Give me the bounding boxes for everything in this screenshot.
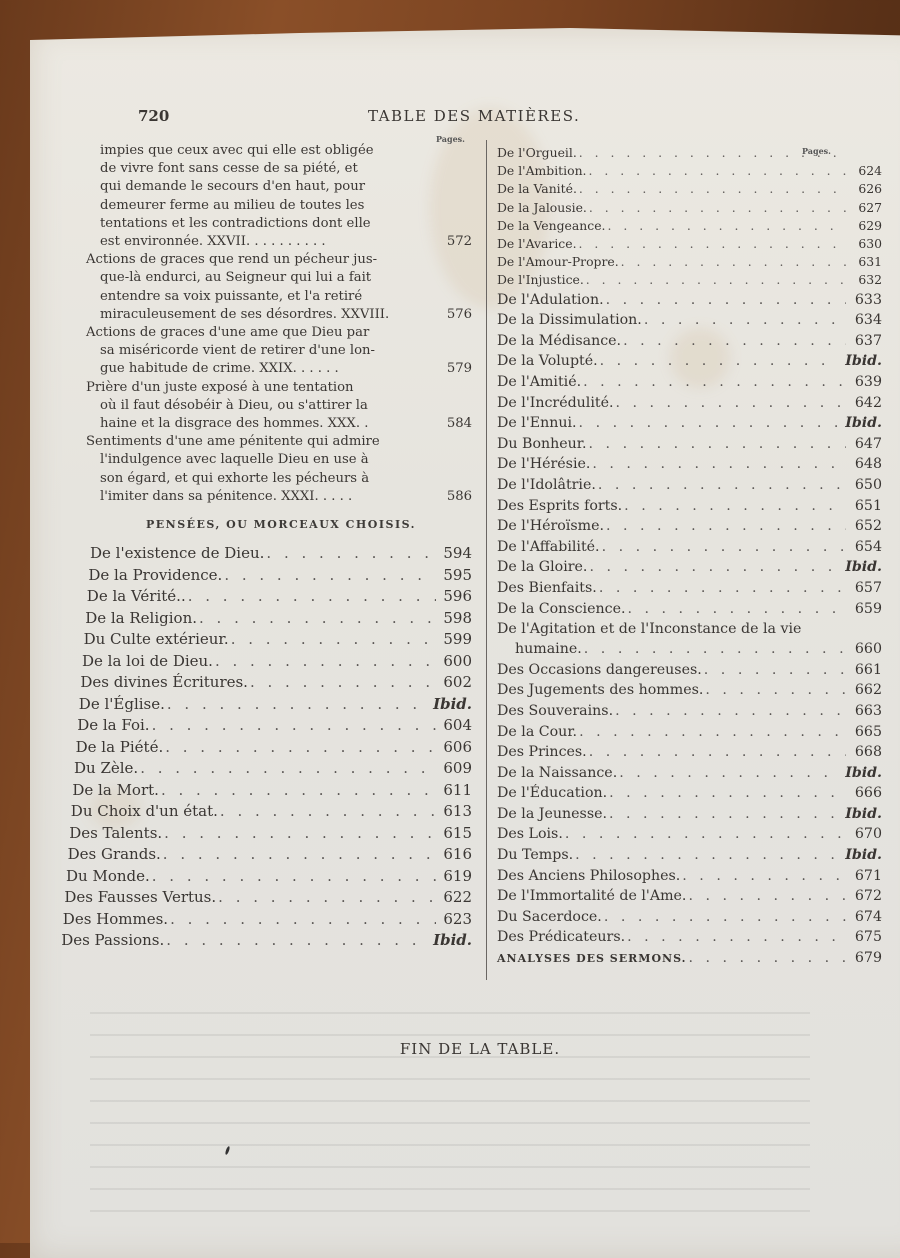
toc-entry-label: De la Médisance.	[497, 332, 622, 349]
page-reference: 611	[443, 780, 472, 799]
page-reference: 670	[854, 826, 882, 843]
toc-entry[interactable]	[63, 909, 472, 931]
dot-leader	[161, 780, 436, 802]
page-reference: 666	[854, 785, 882, 802]
prayer-list	[60, 142, 472, 506]
toc-entry-label: Des Anciens Philosophes.	[497, 867, 681, 884]
toc-entry-label: De l'Avarice.	[497, 236, 577, 252]
toc-entry-label: De la Vengeance.	[497, 217, 606, 233]
toc-entry-label: De la Vérité..	[86, 587, 186, 606]
page-reference: 679	[854, 950, 882, 967]
toc-entry-label: De l'Injustice.	[497, 272, 584, 288]
running-title: TABLE DES MATIÈRES.	[368, 107, 581, 125]
right-column	[497, 144, 882, 970]
toc-entry[interactable]	[497, 701, 882, 722]
dot-leader	[586, 271, 846, 289]
toc-entry[interactable]	[497, 845, 882, 866]
toc-entry-label: Du Bonheur.	[497, 435, 587, 452]
dot-leader	[266, 543, 436, 565]
toc-entry-label: ANALYSES DES SERMONS.	[497, 952, 687, 966]
toc-entry[interactable]	[79, 694, 472, 716]
toc-entry-label: De l'existence de Dieu.	[90, 544, 265, 563]
dot-leader	[602, 537, 846, 558]
toc-entry-label: De l'Hérésie.	[497, 456, 591, 473]
dot-leader	[579, 413, 840, 434]
toc-entry-label: De la Jalousie.	[497, 199, 587, 215]
page-reference: 623	[443, 909, 472, 928]
prayer-text-line: de vivre font sans cesse de sa piété, et	[100, 161, 358, 177]
dot-leader	[589, 199, 846, 217]
dot-leader	[616, 393, 847, 414]
dot-leader	[607, 217, 846, 235]
toc-entry[interactable]	[69, 823, 472, 845]
dot-leader	[627, 927, 846, 948]
page-reference: 622	[443, 888, 472, 907]
toc-entry-label: De la Providence.	[88, 565, 223, 584]
page-reference: 576	[446, 306, 472, 322]
page-reference: 602	[443, 673, 472, 692]
dot-leader	[606, 516, 846, 537]
dot-leader	[165, 737, 436, 759]
dot-leader	[623, 331, 846, 352]
toc-entry[interactable]	[497, 537, 882, 558]
toc-entry[interactable]	[85, 608, 472, 630]
page-reference: 609	[443, 759, 472, 778]
page-reference: 662	[854, 682, 882, 699]
toc-entry[interactable]	[497, 804, 882, 825]
toc-entry[interactable]	[497, 742, 882, 763]
page-reference: 596	[443, 587, 472, 606]
toc-entry-label: De l'Amour-Propre.	[497, 254, 619, 270]
dot-leader	[199, 608, 436, 630]
page-reference: 651	[854, 497, 882, 514]
toc-entry-label: humaine.	[515, 641, 582, 658]
toc-entry[interactable]	[82, 651, 472, 673]
toc-entry-label: Des Grands.	[67, 845, 161, 864]
show-through-text	[90, 1000, 810, 1230]
toc-entry-label: Du Choix d'un état.	[70, 802, 218, 821]
toc-entry-label: De l'Immortalité de l'Ame.	[497, 888, 687, 905]
dot-leader	[170, 909, 436, 931]
dot-leader	[565, 824, 846, 845]
page-reference: 671	[854, 867, 882, 884]
prayer-text-line: que-là endurci, au Seigneur qui lui a fait	[100, 270, 372, 286]
toc-entry[interactable]	[64, 887, 472, 909]
dot-leader	[615, 701, 846, 722]
toc-entry-label: De la Religion.	[85, 608, 197, 627]
dot-leader	[188, 586, 436, 608]
toc-entry[interactable]	[497, 413, 882, 434]
toc-entry[interactable]	[497, 578, 882, 599]
toc-entry[interactable]	[497, 763, 882, 784]
toc-entry-label: Des divines Écritures.	[80, 673, 248, 692]
dot-leader	[164, 823, 436, 845]
prayer-entry[interactable]	[60, 142, 472, 251]
dot-leader	[627, 599, 846, 620]
page-reference: 634	[854, 312, 882, 329]
page-reference: 615	[443, 823, 472, 842]
toc-entry-label: De l'Idolâtrie.	[497, 476, 596, 493]
page-reference: 675	[854, 929, 882, 946]
prayer-text-line: sa miséricorde vient de retirer d'une lon-	[100, 343, 375, 359]
dot-leader	[579, 144, 846, 162]
toc-entry-label: Des Souverains.	[497, 702, 614, 719]
toc-entry-label: De l'Orgueil.	[497, 145, 577, 160]
toc-entry[interactable]	[76, 737, 472, 759]
toc-entry[interactable]	[497, 948, 882, 970]
toc-entry-label: De la Conscience.	[497, 600, 626, 617]
page-reference: 652	[854, 518, 882, 535]
toc-entry-label: De l'Affabilité.	[497, 538, 600, 555]
page-reference: 659	[854, 600, 882, 617]
page-reference: 668	[854, 744, 882, 761]
dot-leader	[218, 887, 436, 909]
page-reference: 660	[854, 641, 882, 658]
toc-entry[interactable]	[77, 715, 472, 737]
dot-leader	[220, 801, 436, 823]
dot-leader	[584, 639, 846, 660]
page-reference: Ibid.	[845, 353, 882, 370]
page-reference: 661	[854, 661, 882, 678]
page-reference: Ibid.	[845, 805, 882, 822]
toc-entry-label: De la Naissance.	[497, 764, 618, 781]
toc-entry-label: Des Occasions dangereuses.	[497, 661, 702, 678]
toc-entry[interactable]	[497, 680, 882, 701]
prayer-text-line: impies que ceux avec qui elle est obligée	[100, 143, 374, 158]
dot-leader	[704, 660, 846, 681]
dot-leader	[589, 557, 839, 578]
toc-entry[interactable]	[497, 886, 882, 907]
toc-entry[interactable]	[497, 253, 882, 271]
page-reference: Ibid.	[845, 559, 882, 576]
dot-leader	[705, 680, 846, 701]
dot-leader	[609, 783, 846, 804]
dot-leader	[224, 565, 436, 587]
dot-leader	[589, 742, 846, 763]
page-reference: 654	[854, 538, 882, 555]
toc-entry[interactable]	[90, 543, 472, 565]
dot-leader	[592, 454, 846, 475]
toc-entry[interactable]	[497, 235, 882, 253]
toc-entry[interactable]	[497, 271, 882, 289]
prayer-text-line: Actions de graces que rend un pécheur jus-	[86, 252, 378, 268]
dot-leader	[644, 310, 846, 331]
page-reference: 633	[854, 291, 882, 308]
toc-entry-label: Du Temps.	[497, 847, 574, 864]
page-reference: 594	[443, 544, 472, 563]
toc-entry[interactable]	[497, 393, 882, 414]
page-reference: 637	[854, 332, 882, 349]
page-reference: Ibid.	[845, 847, 882, 864]
toc-entry-label: De l'Amitié.	[497, 374, 582, 390]
toc-entry[interactable]	[71, 801, 472, 823]
toc-entry[interactable]	[497, 331, 882, 352]
toc-entry-list	[497, 290, 882, 970]
toc-entry[interactable]	[497, 783, 882, 804]
prayer-entry[interactable]	[60, 379, 472, 434]
page-reference: 650	[854, 476, 882, 493]
dot-leader	[589, 162, 847, 180]
toc-entry[interactable]	[497, 722, 882, 743]
toc-entry[interactable]	[72, 780, 472, 802]
prayer-text-line: l'indulgence avec laquelle Dieu en use à	[100, 452, 369, 468]
prayer-text-line: Sentiments d'une ame pénitente qui admire	[86, 434, 380, 450]
page-reference: 586	[446, 488, 472, 504]
toc-entry-label: Des Hommes.	[62, 909, 169, 928]
page-reference: 624	[858, 163, 882, 179]
column-divider	[486, 140, 487, 980]
dot-leader	[231, 629, 436, 651]
page-reference: Ibid.	[433, 931, 472, 950]
page-reference: Ibid.	[845, 764, 882, 781]
dot-leader	[604, 907, 846, 928]
page-reference: 599	[443, 630, 472, 649]
dot-leader	[163, 844, 436, 866]
toc-entry-label: Des Fausses Vertus.	[64, 888, 217, 907]
page-reference: 647	[854, 435, 882, 452]
dot-leader	[250, 672, 436, 694]
toc-entry[interactable]	[497, 866, 882, 887]
prayer-entry[interactable]	[60, 324, 472, 379]
toc-entry-label: De l'Éducation.	[497, 785, 608, 802]
toc-entry[interactable]	[74, 758, 472, 780]
toc-entry-label: Du Sacerdoce.	[497, 908, 602, 925]
toc-entry[interactable]	[497, 516, 882, 537]
toc-entry[interactable]	[497, 660, 882, 681]
toc-entry-label: Des Prédicateurs.	[497, 929, 626, 946]
page-reference: 665	[854, 723, 882, 740]
toc-entry-first-line: De l'Agitation et de l'Inconstance de la vie	[497, 621, 802, 638]
page-reference: 595	[443, 565, 472, 584]
toc-entry-label: Du Culte extérieur.	[83, 630, 229, 649]
toc-entry-label: Du Zèle.	[74, 759, 139, 778]
toc-entry[interactable]	[497, 372, 882, 393]
dot-leader	[215, 651, 436, 673]
dot-leader	[599, 578, 846, 599]
toc-entry-label: De la Jeunesse.	[497, 805, 608, 822]
toc-entry-label: Des Talents.	[69, 823, 163, 842]
toc-entry-label: Des Esprits forts.	[497, 497, 623, 514]
prayer-entry[interactable]	[60, 251, 472, 324]
dot-leader	[619, 763, 839, 784]
toc-entry-label: Du Monde.	[66, 866, 150, 885]
prayer-text-line: tentations et les contradictions dont elle	[100, 215, 371, 231]
prayer-text-line: demeurer ferme au milieu de toutes les	[100, 197, 365, 213]
page-reference: 642	[854, 394, 882, 411]
toc-entry[interactable]	[497, 434, 882, 455]
page-reference: 598	[443, 608, 472, 627]
section-heading: PENSÉES, OU MORCEAUX CHOISIS.	[145, 518, 416, 532]
toc-entry-label: Des Princes.	[497, 744, 587, 761]
toc-entry[interactable]	[497, 217, 882, 235]
dot-leader	[688, 948, 846, 969]
toc-entry[interactable]	[497, 351, 882, 372]
dot-leader	[688, 886, 846, 907]
toc-entry[interactable]	[497, 454, 882, 475]
page-reference: 663	[854, 702, 882, 719]
page-reference: 579	[446, 361, 472, 377]
prayer-text-line: l'imiter dans sa pénitence. XXXI. . . . .	[100, 488, 353, 504]
prayer-text-line: est environnée. XXVII. . . . . . . . . .	[100, 234, 326, 250]
dot-leader	[609, 804, 839, 825]
page-number: 720	[138, 107, 170, 125]
prayer-text-line: miraculeusement de ses désordres. XXVIII.	[100, 306, 390, 322]
prayer-text-line: entendre sa voix puissante, et l'a retiré	[100, 288, 363, 304]
toc-entry-label: De la Mort.	[72, 780, 159, 799]
toc-entry-label: De l'Adulation.	[497, 291, 604, 308]
toc-entry[interactable]	[497, 310, 882, 331]
toc-entry[interactable]	[497, 144, 882, 162]
toc-entry-label: Des Lois.	[497, 826, 563, 843]
dot-leader	[167, 694, 427, 716]
toc-entry[interactable]	[497, 290, 882, 311]
page-reference: 648	[854, 456, 882, 473]
prayer-text-line: qui demande le secours d'en haut, pour	[100, 179, 366, 195]
toc-entry[interactable]	[497, 199, 882, 217]
toc-entry-list-small	[497, 144, 882, 290]
toc-entry-label: Des Passions.	[61, 931, 165, 950]
toc-entry[interactable]	[61, 930, 472, 952]
page-reference: 674	[854, 908, 882, 925]
page-reference: 619	[443, 866, 472, 885]
page-reference: 639	[854, 374, 882, 390]
toc-entry-label: De l'Ennui.	[497, 415, 577, 432]
toc-entry[interactable]	[497, 475, 882, 496]
toc-entry-label: De l'Incrédulité.	[497, 394, 614, 411]
dot-leader	[152, 715, 436, 737]
page-reference: 657	[854, 579, 882, 596]
prayer-text-line: haine et la disgrace des hommes. XXX. .	[100, 416, 369, 432]
toc-entry[interactable]	[66, 866, 472, 888]
dot-leader	[140, 758, 436, 780]
dot-leader	[583, 372, 846, 393]
dot-leader	[579, 180, 846, 198]
dot-leader	[606, 290, 846, 311]
dot-leader	[575, 845, 839, 866]
prayer-text-line: son égard, et qui exhorte les pécheurs à	[100, 470, 370, 486]
toc-entry[interactable]	[497, 180, 882, 198]
page-reference: 631	[858, 254, 882, 270]
page-reference: Ibid.	[433, 694, 472, 713]
toc-entry[interactable]	[497, 639, 882, 660]
prayer-text-line: Prière d'un juste exposé à une tentation	[86, 379, 354, 395]
dot-leader	[621, 253, 846, 271]
page-reference: 584	[446, 416, 472, 432]
prayer-text-line: gue habitude de crime. XXIX. . . . . .	[100, 361, 339, 377]
page-reference: 616	[443, 845, 472, 864]
dot-leader	[579, 235, 846, 253]
toc-entry-label: De la loi de Dieu.	[82, 651, 213, 670]
page-reference: 572	[446, 234, 472, 250]
toc-entry[interactable]	[68, 844, 472, 866]
dot-leader	[579, 722, 846, 743]
toc-entry-label: De la Vanité.	[497, 181, 577, 197]
toc-entry-label: De la Piété.	[75, 737, 164, 756]
page-reference: 613	[443, 802, 472, 821]
end-of-table: FIN DE LA TABLE.	[399, 1040, 561, 1058]
toc-entry-label: De la Foi.	[77, 716, 150, 735]
page-reference: 627	[858, 199, 882, 215]
toc-entry-label: Des Bienfaits.	[497, 579, 597, 596]
pages-column-label-right: Pages.	[802, 146, 831, 156]
toc-entry[interactable]	[87, 586, 472, 608]
toc-entry[interactable]	[84, 629, 472, 651]
toc-entry-label: De la Dissimulation.	[497, 312, 642, 329]
page-reference: 629	[858, 217, 882, 233]
toc-entry[interactable]	[88, 565, 472, 587]
page-reference: 672	[854, 888, 882, 905]
page-reference: 600	[443, 651, 472, 670]
toc-entry-label: De l'Ambition.	[497, 163, 587, 179]
toc-entry-label: De la Gloire.	[497, 559, 588, 576]
dot-leader	[624, 496, 846, 517]
prayer-text-line: où il faut désobéir à Dieu, ou s'attirer la	[100, 397, 368, 413]
left-column	[60, 142, 472, 952]
toc-entry[interactable]	[497, 496, 882, 517]
pages-column-label-left: Pages.	[436, 134, 465, 144]
page-reference: 632	[858, 272, 882, 288]
toc-entry-label: De l'Église.	[78, 694, 165, 713]
toc-entry[interactable]	[497, 927, 882, 948]
toc-entry-list	[60, 543, 472, 952]
prayer-entry[interactable]	[60, 433, 472, 506]
toc-entry[interactable]	[497, 557, 882, 578]
toc-entry-label: Des Jugements des hommes.	[497, 682, 704, 699]
prayer-text-line: Actions de graces d'une ame que Dieu par	[86, 325, 370, 341]
dot-leader	[600, 351, 840, 372]
toc-entry-label: De la Volupté.	[497, 353, 598, 370]
toc-entry-label: De l'Héroïsme.	[497, 518, 604, 535]
dot-leader	[589, 434, 846, 455]
toc-entry[interactable]	[497, 162, 882, 180]
page-reference: 630	[858, 236, 882, 252]
dot-leader	[166, 930, 427, 952]
dot-leader	[152, 866, 436, 888]
page-reference: 626	[858, 181, 882, 197]
page-header	[0, 107, 900, 131]
page-reference: 606	[443, 737, 472, 756]
toc-entry[interactable]	[497, 599, 882, 620]
page-reference: Ibid.	[845, 415, 882, 432]
dot-leader	[682, 866, 846, 887]
toc-entry[interactable]	[497, 907, 882, 928]
dot-leader	[598, 475, 846, 496]
toc-entry[interactable]	[497, 824, 882, 845]
toc-entry-label: De la Cour.	[497, 723, 578, 740]
toc-entry[interactable]	[80, 672, 472, 694]
page-reference: 604	[443, 716, 472, 735]
